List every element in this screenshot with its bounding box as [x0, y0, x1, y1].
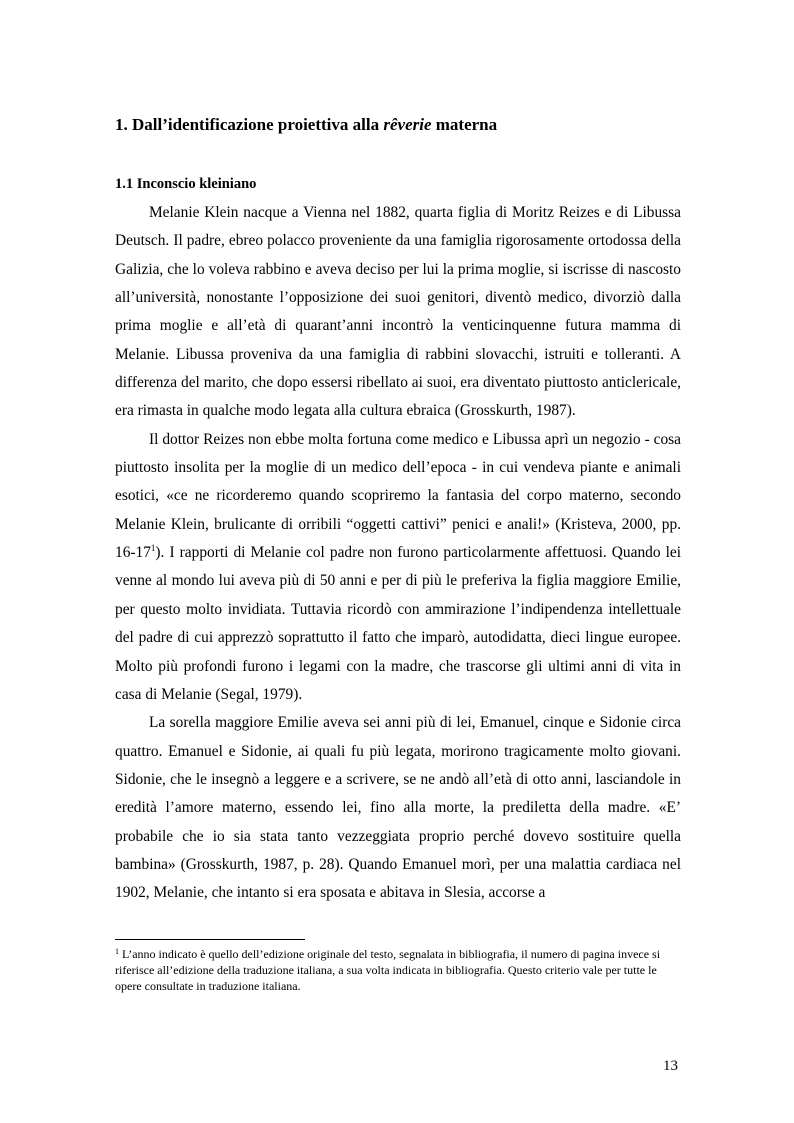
paragraph-1: Melanie Klein nacque a Vienna nel 1882, quarta figlia di Moritz Reizes e di Libussa Deutsch. Il padre, ebreo polacco proveniente da una famiglia rigorosamente ortodossa della Galizia, che lo voleva rabbino e aveva deciso per lui la prima moglie, si iscrisse di nascosto all’università, nonostante l’opposizione dei suoi genitori, diventò medico, divorziò dalla prima moglie e all’età di quarant’anni incontrò la venticinquenne futura mamma di Melanie. Libussa proveniva da una famiglia di rabbini slovacchi, istruiti e tolleranti. A differenza del marito, che dopo essersi ribellato ai suoi, era diventato piuttosto anticlericale, era rimasta in qualche modo legata alla cultura ebraica (Grosskurth, 1987).	[115, 204, 681, 420]
chapter-title-start: 1. Dall’identificazione proiettiva alla	[115, 115, 384, 134]
footnote-separator	[115, 939, 305, 940]
page-number: 13	[663, 1058, 678, 1074]
paragraph-3: La sorella maggiore Emilie aveva sei anni più di lei, Emanuel, cinque e Sidonie circa quattro. Emanuel e Sidonie, ai quali fu più legata, morirono tragicamente molto giovani. Sidonie, che le insegnò a leggere e a scrivere, se ne andò all’età di otto anni, lasciandole in eredità l’amore materno, essendo lei, fino alla morte, la prediletta della madre. «E’ probabile che io sia stata tanto vezzeggiata proprio perché dovevo sostituire quella bambina» (Grosskurth, 1987, p. 28). Quando Emanuel morì, per una malattia cardiaca nel 1902, Melanie, che intanto si era sposata e abitava in Slesia, accorse a	[115, 714, 681, 902]
footnote	[115, 946, 685, 994]
chapter-title-emphasis: rêverie	[383, 115, 432, 134]
chapter-title	[115, 113, 685, 137]
body-text	[115, 199, 681, 908]
footnote-text: L’anno indicato è quello dell’edizione originale del testo, segnalata in bibliografia, il numero di pagina invece si riferisce all’edizione della traduzione italiana, a sua volta indicata in bibliografia. Questo criterio vale per tutte le opere consultate in traduzione italiana.	[115, 947, 661, 993]
footnote-reference: 1	[150, 543, 156, 554]
paragraph-2	[115, 426, 681, 709]
paragraph-2-before: Il dottor Reizes non ebbe molta fortuna come medico e Libussa aprì un negozio - cosa piuttosto insolita per la moglie di un medico dell’epoca - in cui vendeva piante e animali esotici, «ce ne ricorderemo quando scopriremo la fantasia del corpo materno, secondo Melanie Klein, brulicante di orribili “oggetti cattivi” penici e anali!» (Kristeva, 2000, pp. 16-17	[115, 430, 681, 562]
paragraph-2-after: ). I rapporti di Melanie col padre non furono particolarmente affettuosi. Quando lei venne al mondo lui aveva più di 50 anni e per di più le preferiva la figlia maggiore Emilie, per questo molto invidiata. Tuttavia ricordò con ammirazione l’indipendenza intellettuale del padre di cui apprezzò soprattutto il fatto che imparò, autodidatta, dieci lingue europee. Molto più profondi furono i legami con la madre, che trascorse gli ultimi anni di vita in casa di Melanie (Segal, 1979).	[115, 544, 681, 703]
section-title: 1.1 Inconscio kleiniano	[115, 176, 257, 192]
chapter-title-end: materna	[431, 115, 498, 134]
footnote-marker: 1	[115, 947, 119, 956]
